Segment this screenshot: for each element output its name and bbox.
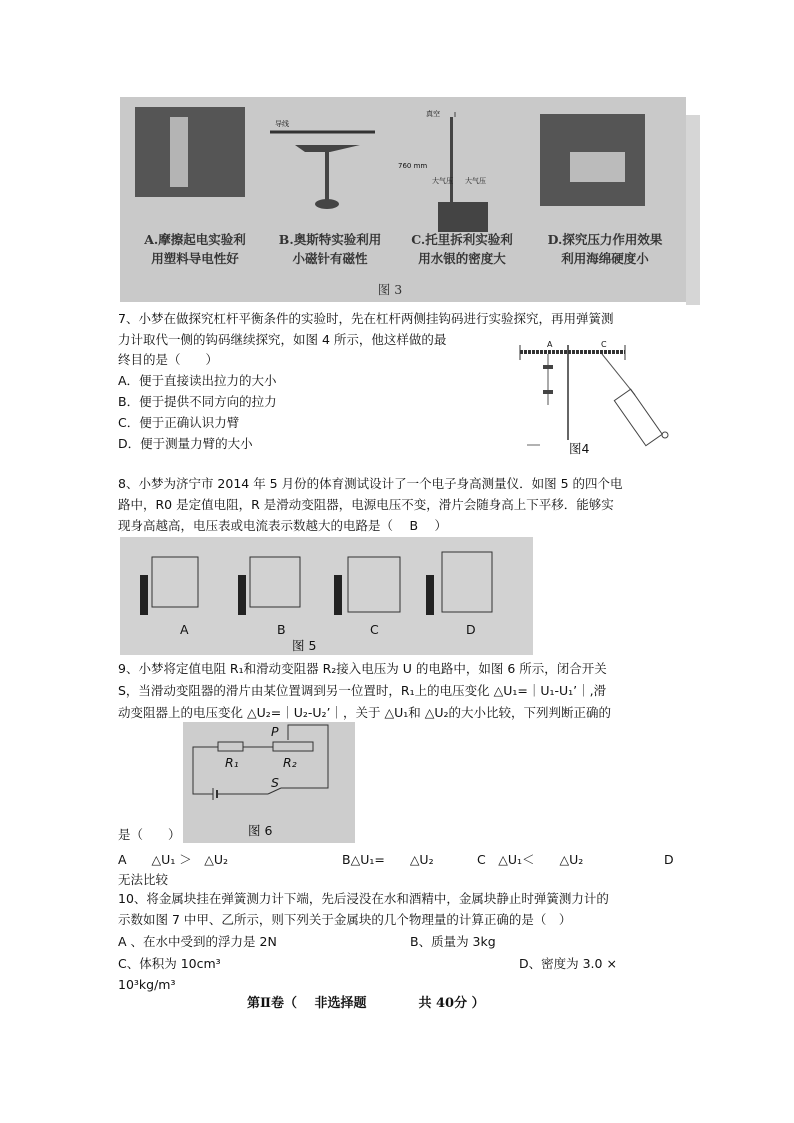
q9-line-3: 动变阻器上的电压变化 △U₂=｜U₂-U₂’｜，关于 △U₁和 △U₂的大小比较，下列判断正确的 <box>118 705 612 720</box>
caption-b <box>265 230 395 268</box>
q7-option-d: D．便于测量力臂的大小 <box>118 436 253 451</box>
q7-line-3: 终目的是（ ） <box>118 352 219 367</box>
q10-option-d: D、密度为 3.0 × <box>519 956 617 971</box>
q7-line-2: 力计取代一侧的钩码继续探究，如图 4 所示，他这样做的最 <box>118 332 447 347</box>
caption-d <box>530 230 680 268</box>
q10-line-2: 示数如图 7 中甲、乙所示，则下列关于金属块的几个物理量的计算正确的是（ ） <box>118 912 572 927</box>
caption-c-2: 用水银的密度大 <box>418 251 506 266</box>
caption-a <box>130 230 260 268</box>
q7-line-1: 7、小梦在做探究杠杆平衡条件的实验时，先在杠杆两侧挂钩码进行实验探究，再用弹簧测 <box>118 311 614 326</box>
mark-p: P <box>271 724 279 739</box>
caption-d-2: 利用海绵硬度小 <box>561 251 649 266</box>
mark-r1: R₁ <box>225 755 239 770</box>
figure-4-label: 图4 <box>569 441 590 456</box>
q9-option-d-text: 无法比较 <box>118 872 169 887</box>
label-760mm: 760 mm <box>398 162 428 170</box>
lever-diagram <box>515 340 695 460</box>
figure-6-label: 图 6 <box>248 823 273 838</box>
section-heading: 第Ⅱ卷（ 非选择题 共 40分 ） <box>247 996 485 1011</box>
figure-3 <box>120 97 686 302</box>
figure-4 <box>515 340 695 460</box>
q9-option-c: C △U₁＜ △U₂ <box>477 852 584 867</box>
label-atm-1: 大气压 <box>432 177 453 185</box>
figure-5-label: 图 5 <box>292 638 317 653</box>
label-wire: 导线 <box>275 120 289 128</box>
q9-tail: 是（ ） <box>118 827 181 842</box>
circuit-label-a: A <box>180 622 189 637</box>
circuit-label-c: C <box>370 622 379 637</box>
caption-c <box>397 230 527 268</box>
mark-s: S <box>271 775 279 790</box>
q9-option-a: A △U₁ ＞ △U₂ <box>118 852 229 867</box>
caption-a-2: 用塑料导电性好 <box>151 251 239 266</box>
circuit-label-d: D <box>466 622 476 637</box>
figure-3-drawings <box>120 97 686 302</box>
label-vacuum: 真空 <box>426 110 440 118</box>
q9-line-1: 9、小梦将定值电阻 R₁和滑动变阻器 R₂接入电压为 U 的电路中，如图 6 所示，闭合开关 <box>118 661 607 676</box>
figure-3-shadow <box>686 115 700 305</box>
caption-b-2: 小磁针有磁性 <box>292 251 368 266</box>
lever-mark-a: A <box>547 340 553 349</box>
caption-b-1: B.奥斯特实验利用 <box>278 232 382 247</box>
q7-option-c: C．便于正确认识力臂 <box>118 415 240 430</box>
q7-option-b: B．便于提供不同方向的拉力 <box>118 394 277 409</box>
caption-d-1: D.探究压力作用效果 <box>547 232 663 247</box>
q10-option-b: B、质量为 3kg <box>410 934 496 949</box>
circuit-label-b: B <box>277 622 286 637</box>
lever-mark-c: C <box>601 340 607 349</box>
q10-line-1: 10、将金属块挂在弹簧测力计下端，先后浸没在水和酒精中，金属块静止时弹簧测力计的 <box>118 891 609 906</box>
q9-option-b: B△U₁= △U₂ <box>342 852 434 867</box>
figure-3-label: 图 3 <box>377 282 403 297</box>
q10-option-d-unit: 10³kg/m³ <box>118 977 176 992</box>
caption-a-1: A.摩擦起电实验利 <box>144 232 246 247</box>
figure-5 <box>120 537 533 655</box>
q9-option-d: D <box>664 852 674 867</box>
label-atm-2: 大气压 <box>465 177 486 185</box>
q9-line-2: S，当滑动变阻器的滑片由某位置调到另一位置时，R₁上的电压变化 △U₁=｜U₁-U₁’｜,滑 <box>118 683 607 698</box>
figure-6 <box>183 722 355 843</box>
q8-line-3: 现身高越高，电压表或电流表示数越大的电路是（ B ） <box>118 518 448 533</box>
q7-option-a: A．便于直接读出拉力的大小 <box>118 373 277 388</box>
mark-r2: R₂ <box>283 755 297 770</box>
q10-option-c: C、体积为 10cm³ <box>118 956 221 971</box>
q10-option-a: A 、在水中受到的浮力是 2N <box>118 934 277 949</box>
q8-line-1: 8、小梦为济宁市 2014 年 5 月份的体育测试设计了一个电子身高测量仪．如图 5 的四个电 <box>118 476 623 491</box>
q8-line-2: 路中，R0 是定值电阻，R 是滑动变阻器，电源电压不变，滑片会随身高上下平移．能够实 <box>118 497 614 512</box>
caption-c-1: C.托里拆利实验利 <box>411 232 513 247</box>
